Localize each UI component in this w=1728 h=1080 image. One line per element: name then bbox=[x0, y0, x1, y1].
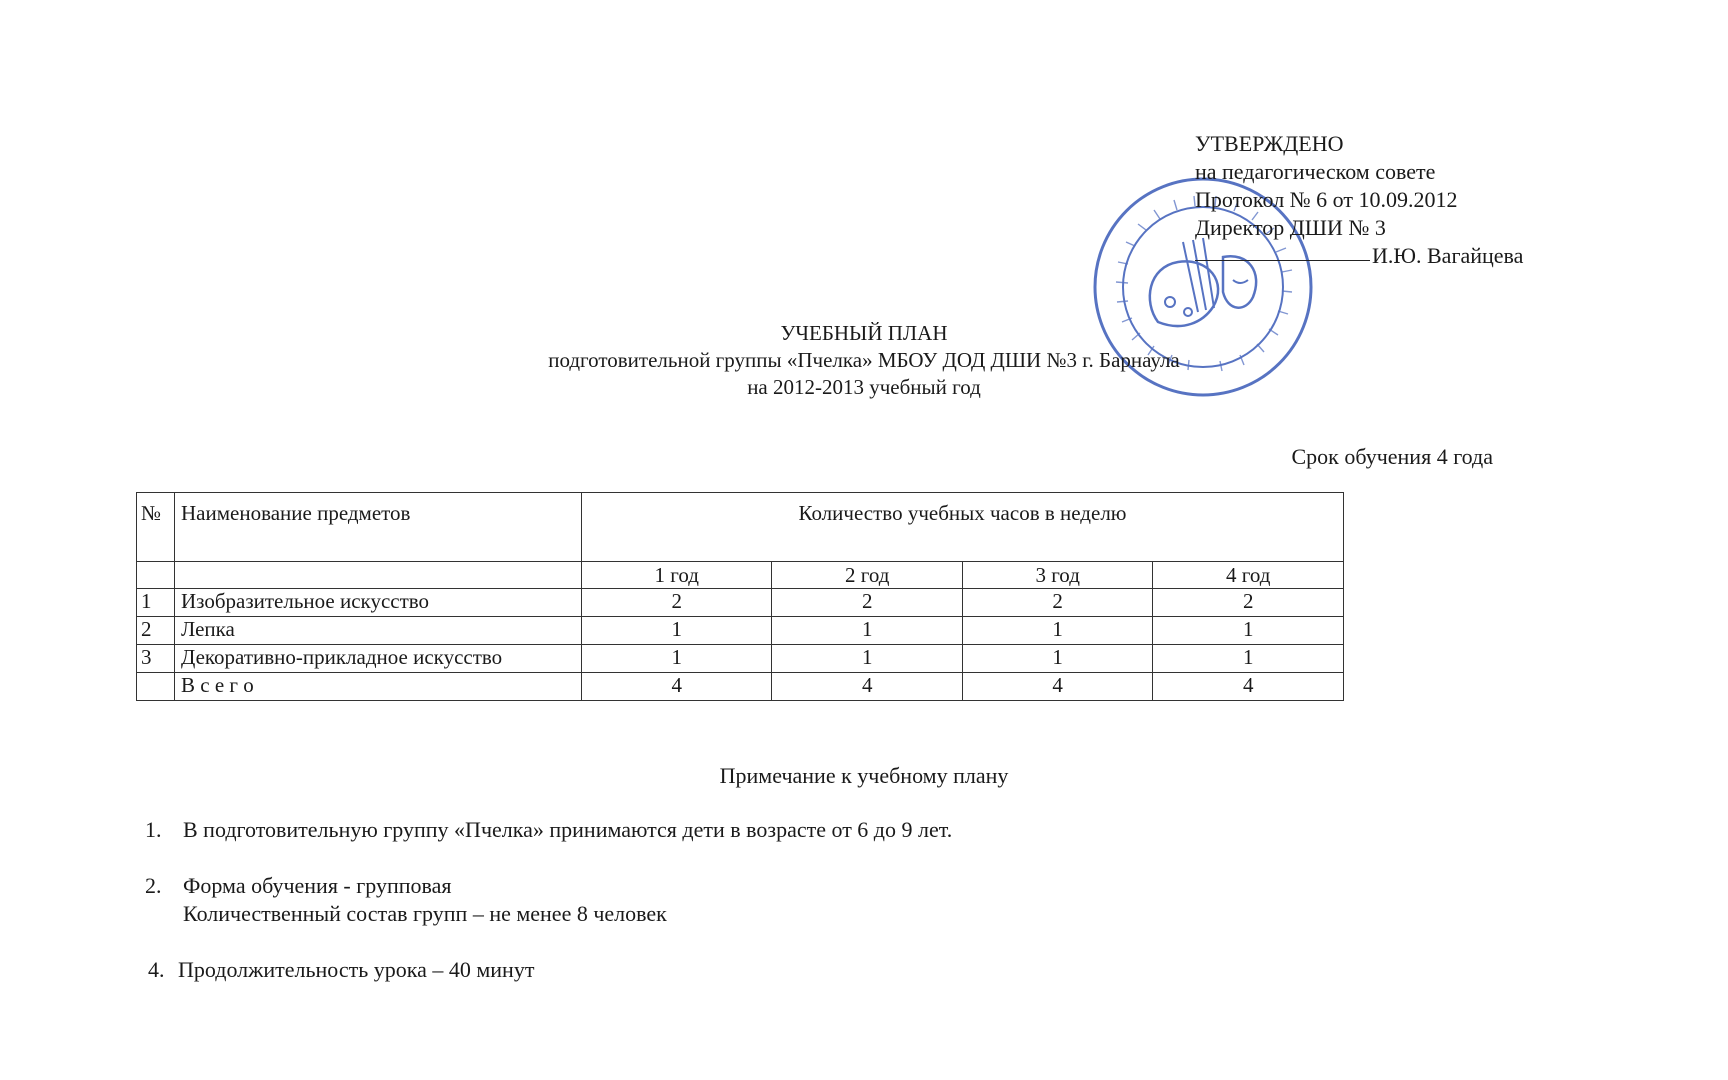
empty-cell bbox=[175, 562, 582, 589]
hours-value: 2 bbox=[1153, 589, 1344, 617]
total-label: В с е г о bbox=[175, 673, 582, 701]
year-1-header: 1 год bbox=[582, 562, 772, 589]
curriculum-table bbox=[136, 492, 1344, 701]
note-subtext: Количественный состав групп – не менее 8 человек bbox=[183, 901, 667, 926]
table-row bbox=[137, 645, 1344, 673]
note-text: В подготовительную группу «Пчелка» принимаются дети в возрасте от 6 до 9 лет. bbox=[183, 817, 953, 842]
year-2-header: 2 год bbox=[772, 562, 962, 589]
table-header-row bbox=[137, 493, 1344, 562]
signature-line bbox=[1195, 260, 1370, 261]
hours-value: 1 bbox=[962, 645, 1152, 673]
approval-block bbox=[1195, 130, 1523, 270]
note-item bbox=[145, 872, 667, 928]
hours-value: 2 bbox=[962, 589, 1152, 617]
notes-title: Примечание к учебному плану bbox=[719, 763, 1009, 788]
approval-protocol: Протокол № 6 от 10.09.2012 bbox=[1195, 187, 1458, 212]
table-row bbox=[137, 589, 1344, 617]
note-number: 2. bbox=[145, 873, 162, 898]
row-number: 3 bbox=[137, 645, 175, 673]
subject-name: Лепка bbox=[175, 617, 582, 645]
total-value: 4 bbox=[962, 673, 1152, 701]
year-4-header: 4 год bbox=[1153, 562, 1344, 589]
hours-value: 1 bbox=[1153, 645, 1344, 673]
year-3-header: 3 год bbox=[962, 562, 1152, 589]
hours-value: 1 bbox=[962, 617, 1152, 645]
row-number: 2 bbox=[137, 617, 175, 645]
note-number: 4. bbox=[148, 957, 165, 982]
approval-director: Директор ДШИ № 3 bbox=[1195, 215, 1386, 240]
table-years-row bbox=[137, 562, 1344, 589]
table-row bbox=[137, 617, 1344, 645]
note-item bbox=[145, 816, 952, 844]
subject-name: Декоративно-прикладное искусство bbox=[175, 645, 582, 673]
note-number: 1. bbox=[145, 817, 162, 842]
table-total-row bbox=[137, 673, 1344, 701]
document-title bbox=[360, 320, 1368, 401]
title-line-3: на 2012-2013 учебный год bbox=[747, 375, 981, 399]
hours-value: 1 bbox=[1153, 617, 1344, 645]
empty-cell bbox=[137, 673, 175, 701]
hours-value: 1 bbox=[582, 645, 772, 673]
note-item bbox=[148, 956, 534, 984]
header-hours: Количество учебных часов в неделю bbox=[582, 493, 1344, 562]
header-subject: Наименование предметов bbox=[175, 493, 582, 562]
note-text: Форма обучения - групповая bbox=[183, 873, 452, 898]
approval-council: на педагогическом совете bbox=[1195, 159, 1436, 184]
hours-value: 2 bbox=[582, 589, 772, 617]
hours-value: 2 bbox=[772, 589, 962, 617]
total-value: 4 bbox=[772, 673, 962, 701]
hours-value: 1 bbox=[772, 617, 962, 645]
header-number: № bbox=[137, 493, 175, 562]
row-number: 1 bbox=[137, 589, 175, 617]
total-value: 4 bbox=[1153, 673, 1344, 701]
note-text: Продолжительность урока – 40 минут bbox=[178, 957, 535, 982]
subject-name: Изобразительное искусство bbox=[175, 589, 582, 617]
title-line-1: УЧЕБНЫЙ ПЛАН bbox=[780, 321, 948, 345]
study-term: Срок обучения 4 года bbox=[1291, 444, 1493, 469]
empty-cell bbox=[137, 562, 175, 589]
total-value: 4 bbox=[582, 673, 772, 701]
approval-heading: УТВЕРЖДЕНО bbox=[1195, 131, 1344, 156]
hours-value: 1 bbox=[582, 617, 772, 645]
title-line-2: подготовительной группы «Пчелка» МБОУ ДОД ДШИ №3 г. Барнаула bbox=[548, 348, 1180, 372]
signature-row bbox=[1195, 242, 1523, 270]
hours-value: 1 bbox=[772, 645, 962, 673]
signature-name: И.Ю. Вагайцева bbox=[1372, 243, 1524, 268]
